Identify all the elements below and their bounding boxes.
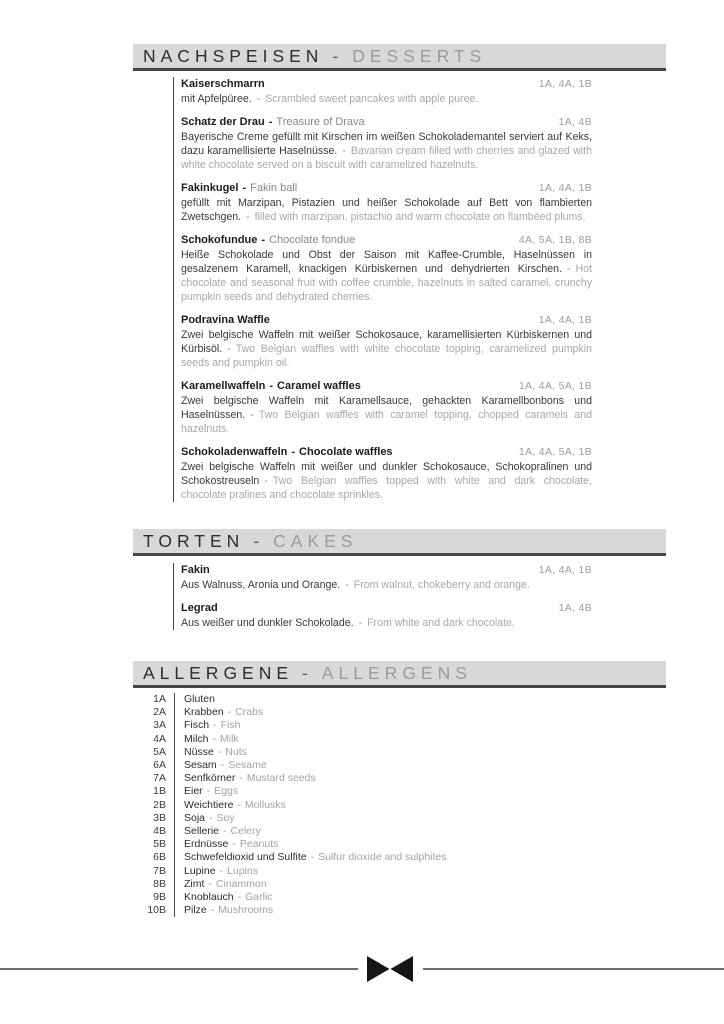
footer-divider [0,956,724,982]
bowtie-icon [367,956,413,982]
allergen-name-en: Mustard seeds [246,772,316,785]
menu-item-title [181,379,361,394]
description-dash: - [250,409,254,421]
item-description [181,616,592,630]
allergen-name-en: Mushrooms [218,904,274,917]
allergen-name-en: Sulfur dioxide and sulphites [318,851,447,864]
allergen-name-en: Crabs [235,706,264,719]
description-en: From walnut, chokeberry and orange. [353,579,530,591]
allergen-name [174,759,267,772]
description-de: Heiße Schokolade und Obst der Saison mit Kaffee-Crumble, Haselnüssen in gesalzenem Karamell, knackigen Kürbiskernen und dehydrierten Kirschen. [181,249,592,275]
section-title-en: ALLERGENS [321,663,472,683]
allergen-name [174,799,286,812]
allergen-code: 4B [153,825,166,838]
allergen-code: 7A [153,772,166,785]
allergen-row [140,812,724,825]
item-name-de: Legrad [181,602,218,614]
allergen-code: 7B [153,864,166,877]
allergen-name-de: Pilze [184,904,207,917]
allergen-dash: - [212,732,217,745]
allergen-codes: 1A, 4A, 1B [538,182,592,194]
allergen-name [174,891,273,904]
item-name-de: Fakinkugel [181,182,239,194]
menu-item-title [181,115,365,130]
section-header-desserts [133,44,666,71]
allergen-dash: - [232,838,236,851]
item-title-dash: - [261,234,266,246]
description-dash: - [246,211,250,223]
allergen-row [140,772,724,785]
footer-line-left [0,968,358,971]
menu-item [181,601,592,630]
description-en: filled with marzipan, pistachio and warm chocolate on flambéed plums. [254,211,586,223]
allergen-codes: 1A, 4A, 5A, 1B [518,446,592,458]
description-dash: - [342,145,346,157]
allergen-name-de: Schwefeldioxid und Sulfite [184,851,307,864]
description-de: Aus Walnuss, Aronia und Orange. [181,579,341,591]
allergen-dash: - [213,719,217,732]
allergen-code: 3A [153,719,166,732]
menu-item-title [181,445,393,460]
item-title-dash: - [269,380,274,392]
item-description [181,328,592,370]
allergen-row [140,799,724,812]
allergen-name-de: Nüsse [184,745,214,758]
section-title-de: ALLERGENE [143,663,294,683]
allergen-name [174,706,263,719]
item-description [181,578,592,592]
menu-item-title [181,313,270,328]
item-name-en: Chocolate waffles [299,446,393,458]
allergen-row [140,693,724,706]
description-de: Zwei belgische Waffeln mit weißer Schokosauce, karamellisierten Kürbiskernen und Kürbisöl. [181,329,592,355]
section-desserts [0,44,724,502]
menu-item [181,233,592,304]
allergen-name-en: Lupins [227,864,258,877]
description-dash: - [566,263,571,275]
allergen-name [174,812,235,825]
menu-item [181,77,592,106]
item-name-de: Kaiserschmarrn [181,78,265,90]
allergen-name-de: Fisch [184,719,210,732]
header-dash: - [302,663,313,683]
allergen-codes: 1A, 4A, 1B [538,314,592,326]
description-en: Two Belgian waffles with caramel topping, chopped caramels and hazelnuts. [181,409,592,435]
item-name-en: Treasure of Drava [276,116,365,128]
description-dash: - [264,475,268,487]
section-title-de: NACHSPEISEN [143,46,324,66]
allergen-name-en: Nuts [225,745,247,758]
allergen-codes: 1A, 4B [558,116,592,128]
description-en: Scrambled sweet pancakes with apple puree. [265,93,479,105]
allergen-name-de: Milch [184,732,209,745]
allergen-name [174,865,258,878]
allergen-code: 2B [153,798,166,811]
allergen-dash: - [310,851,315,864]
menu-item-title [181,233,355,248]
menu-item-header [181,181,592,196]
allergen-name [174,746,247,759]
header-dash: - [253,531,265,551]
allergen-row [140,851,724,864]
allergen-name [174,904,273,917]
item-title-dash: - [291,446,296,458]
allergen-code: 2A [153,706,166,719]
menu-item-title [181,563,210,578]
menu-item-header [181,313,592,328]
allergen-name-de: Zimt [184,877,205,890]
allergen-row [140,785,724,798]
menu-item [181,115,592,172]
allergen-name [174,878,267,891]
allergen-name-de: Krabben [184,706,224,719]
item-name-de: Schatz der Drau [181,116,265,128]
description-de: gefüllt mit Marzipan, Pistazien und heißer Schokolade auf Bett von flambierten Zwetschgen. [181,197,592,223]
allergen-name-de: Sellerie [184,825,220,838]
allergen-name-en: Garlic [245,891,273,904]
allergen-dash: - [206,785,211,798]
item-name-de: Karamellwaffeln [181,380,266,392]
allergen-row [140,878,724,891]
allergen-name [174,719,240,732]
menu-item [181,379,592,436]
menu-item [181,445,592,502]
item-name-de: Schokofundue [181,234,258,246]
menu-item-header [181,77,592,92]
allergen-code: 10B [147,904,166,917]
section-title-en: DESSERTS [352,46,487,66]
item-name-de: Schokoladenwaffeln [181,446,288,458]
allergen-code: 5B [153,838,166,851]
description-de: Zwei belgische Waffeln mit Karamellsauce, gehackten Karamellbonbons und Haselnüssen. [181,395,592,421]
allergen-codes: 4A, 5A, 1B, 8B [518,234,592,246]
description-dash: - [358,617,363,629]
menu-item-header [181,233,592,248]
item-description [181,248,592,304]
section-cakes [0,529,724,630]
item-description [181,92,592,106]
allergen-codes: 1A, 4A, 1B [538,564,592,576]
allergen-name-de: Soja [184,811,206,824]
item-name-de: Podravina Waffle [181,314,270,326]
allergen-row [140,746,724,759]
allergen-dash: - [239,772,243,785]
menu-item-header [181,445,592,460]
allergen-list [140,693,724,917]
allergen-name-en: Sesame [228,759,267,772]
allergen-dash: - [220,759,225,772]
item-description [181,394,592,436]
menu-item-title [181,601,218,616]
section-allergens [0,661,724,917]
item-description [181,460,592,502]
allergen-name-de: Gluten [184,693,215,705]
allergen-code: 5A [153,745,166,758]
item-title-dash: - [268,116,273,128]
allergen-name-en: Eggs [214,785,239,798]
description-en: From white and dark chocolate. [367,617,515,629]
menu-item [181,313,592,370]
allergen-name-de: Sesam [184,759,217,772]
menu-item [181,181,592,224]
allergen-code: 8B [153,877,166,890]
description-dash: - [345,579,349,591]
item-name-en: Chocolate fondue [269,234,356,246]
allergen-row [140,733,724,746]
section-title-de: TORTEN [143,531,245,551]
allergen-name [174,838,278,851]
allergen-dash: - [237,891,242,904]
allergen-dash: - [210,904,215,917]
desserts-item-list [173,77,592,502]
allergen-dash: - [237,798,241,811]
allergen-dash: - [227,706,232,719]
allergen-code: 9B [153,891,166,904]
menu-item-header [181,601,592,616]
allergen-name-de: Lupine [184,864,216,877]
item-title-dash: - [242,182,247,194]
description-en: Two Belgian waffles topped with white and dark chocolate, chocolate pralines and chocolate sprinkles. [181,475,592,501]
allergen-name-en: Soy [216,811,235,824]
allergen-name-en: Cinammon [215,877,267,890]
description-dash: - [256,93,261,105]
item-name-de: Fakin [181,564,210,576]
menu-item-header [181,563,592,578]
allergen-codes: 1A, 4A, 1B [538,78,592,90]
allergen-code: 1B [153,785,166,798]
item-description [181,130,592,172]
footer-line-right [423,968,724,971]
description-dash: - [227,343,231,355]
description-en: Hot chocolate and seasonal fruit with coffee crumble, hazelnuts in salted caramel, crunchy pumpkin seeds and dehydrated cherries. [181,263,592,303]
allergen-row [140,838,724,851]
allergen-name-de: Senfkörner [184,772,236,785]
cakes-item-list [173,563,592,630]
description-de: Bayerische Creme gefüllt mit Kirschen im weißen Schokolademantel serviert auf Keks, dazu karamellisierte Haselnüsse. [181,131,592,157]
section-header-cakes [133,529,666,556]
allergen-dash: - [208,877,212,890]
allergen-row [140,865,724,878]
allergen-name [174,785,238,798]
allergen-dash: - [223,825,227,838]
allergen-name [174,733,239,746]
description-de: Aus weißer und dunkler Schokolade. [181,617,354,629]
description-en: Bavarian cream filled with cherries and glazed with white chocolate served on a biscuit with caramelized hazelnuts. [181,145,592,171]
description-en: Two Belgian waffles with white chocolate topping, caramelized pumpkin seeds and pumpkin oil. [181,343,592,369]
menu-item-title [181,77,265,92]
allergen-name-de: Weichtiere [184,798,234,811]
allergen-name-en: Celery [230,825,261,838]
allergen-name-de: Eier [184,785,203,798]
allergen-name-en: Mollusks [244,798,286,811]
allergen-dash: - [217,745,222,758]
allergen-name-de: Knoblauch [184,891,234,904]
section-header-allergens [133,661,666,688]
allergen-code: 1A [153,693,166,705]
allergen-code: 4A [153,732,166,745]
allergen-name-de: Erdnüsse [184,838,229,851]
allergen-row [140,759,724,772]
menu-item-header [181,379,592,394]
allergen-name [174,851,447,864]
allergen-row [140,891,724,904]
item-name-en: Fakin ball [250,182,298,194]
item-name-en: Caramel waffles [277,380,361,392]
allergen-row [140,825,724,838]
allergen-name [174,772,316,785]
allergen-row [140,706,724,719]
allergen-row [140,719,724,732]
allergen-name [174,825,261,838]
allergen-name-en: Peanuts [239,838,279,851]
item-description [181,196,592,224]
allergen-name-en: Milk [220,732,239,745]
allergen-name [174,693,215,706]
section-title-en: CAKES [273,531,358,551]
menu-item-title [181,181,297,196]
allergen-dash: - [219,864,224,877]
allergen-code: 6A [153,759,166,772]
header-dash: - [332,46,344,66]
allergen-codes: 1A, 4B [558,602,592,614]
allergen-row [140,904,724,917]
description-de: Zwei belgische Waffeln mit weißer und dunkler Schokosauce, Schokopralinen und Schokostreuseln [181,461,592,487]
menu-item-header [181,115,592,130]
menu-item [181,563,592,592]
allergen-name-en: Fish [220,719,241,732]
allergen-dash: - [209,811,213,824]
allergen-codes: 1A, 4A, 5A, 1B [518,380,592,392]
allergen-code: 3B [153,811,166,824]
allergen-code: 6B [153,851,166,864]
description-de: mit Apfelpüree. [181,93,252,105]
